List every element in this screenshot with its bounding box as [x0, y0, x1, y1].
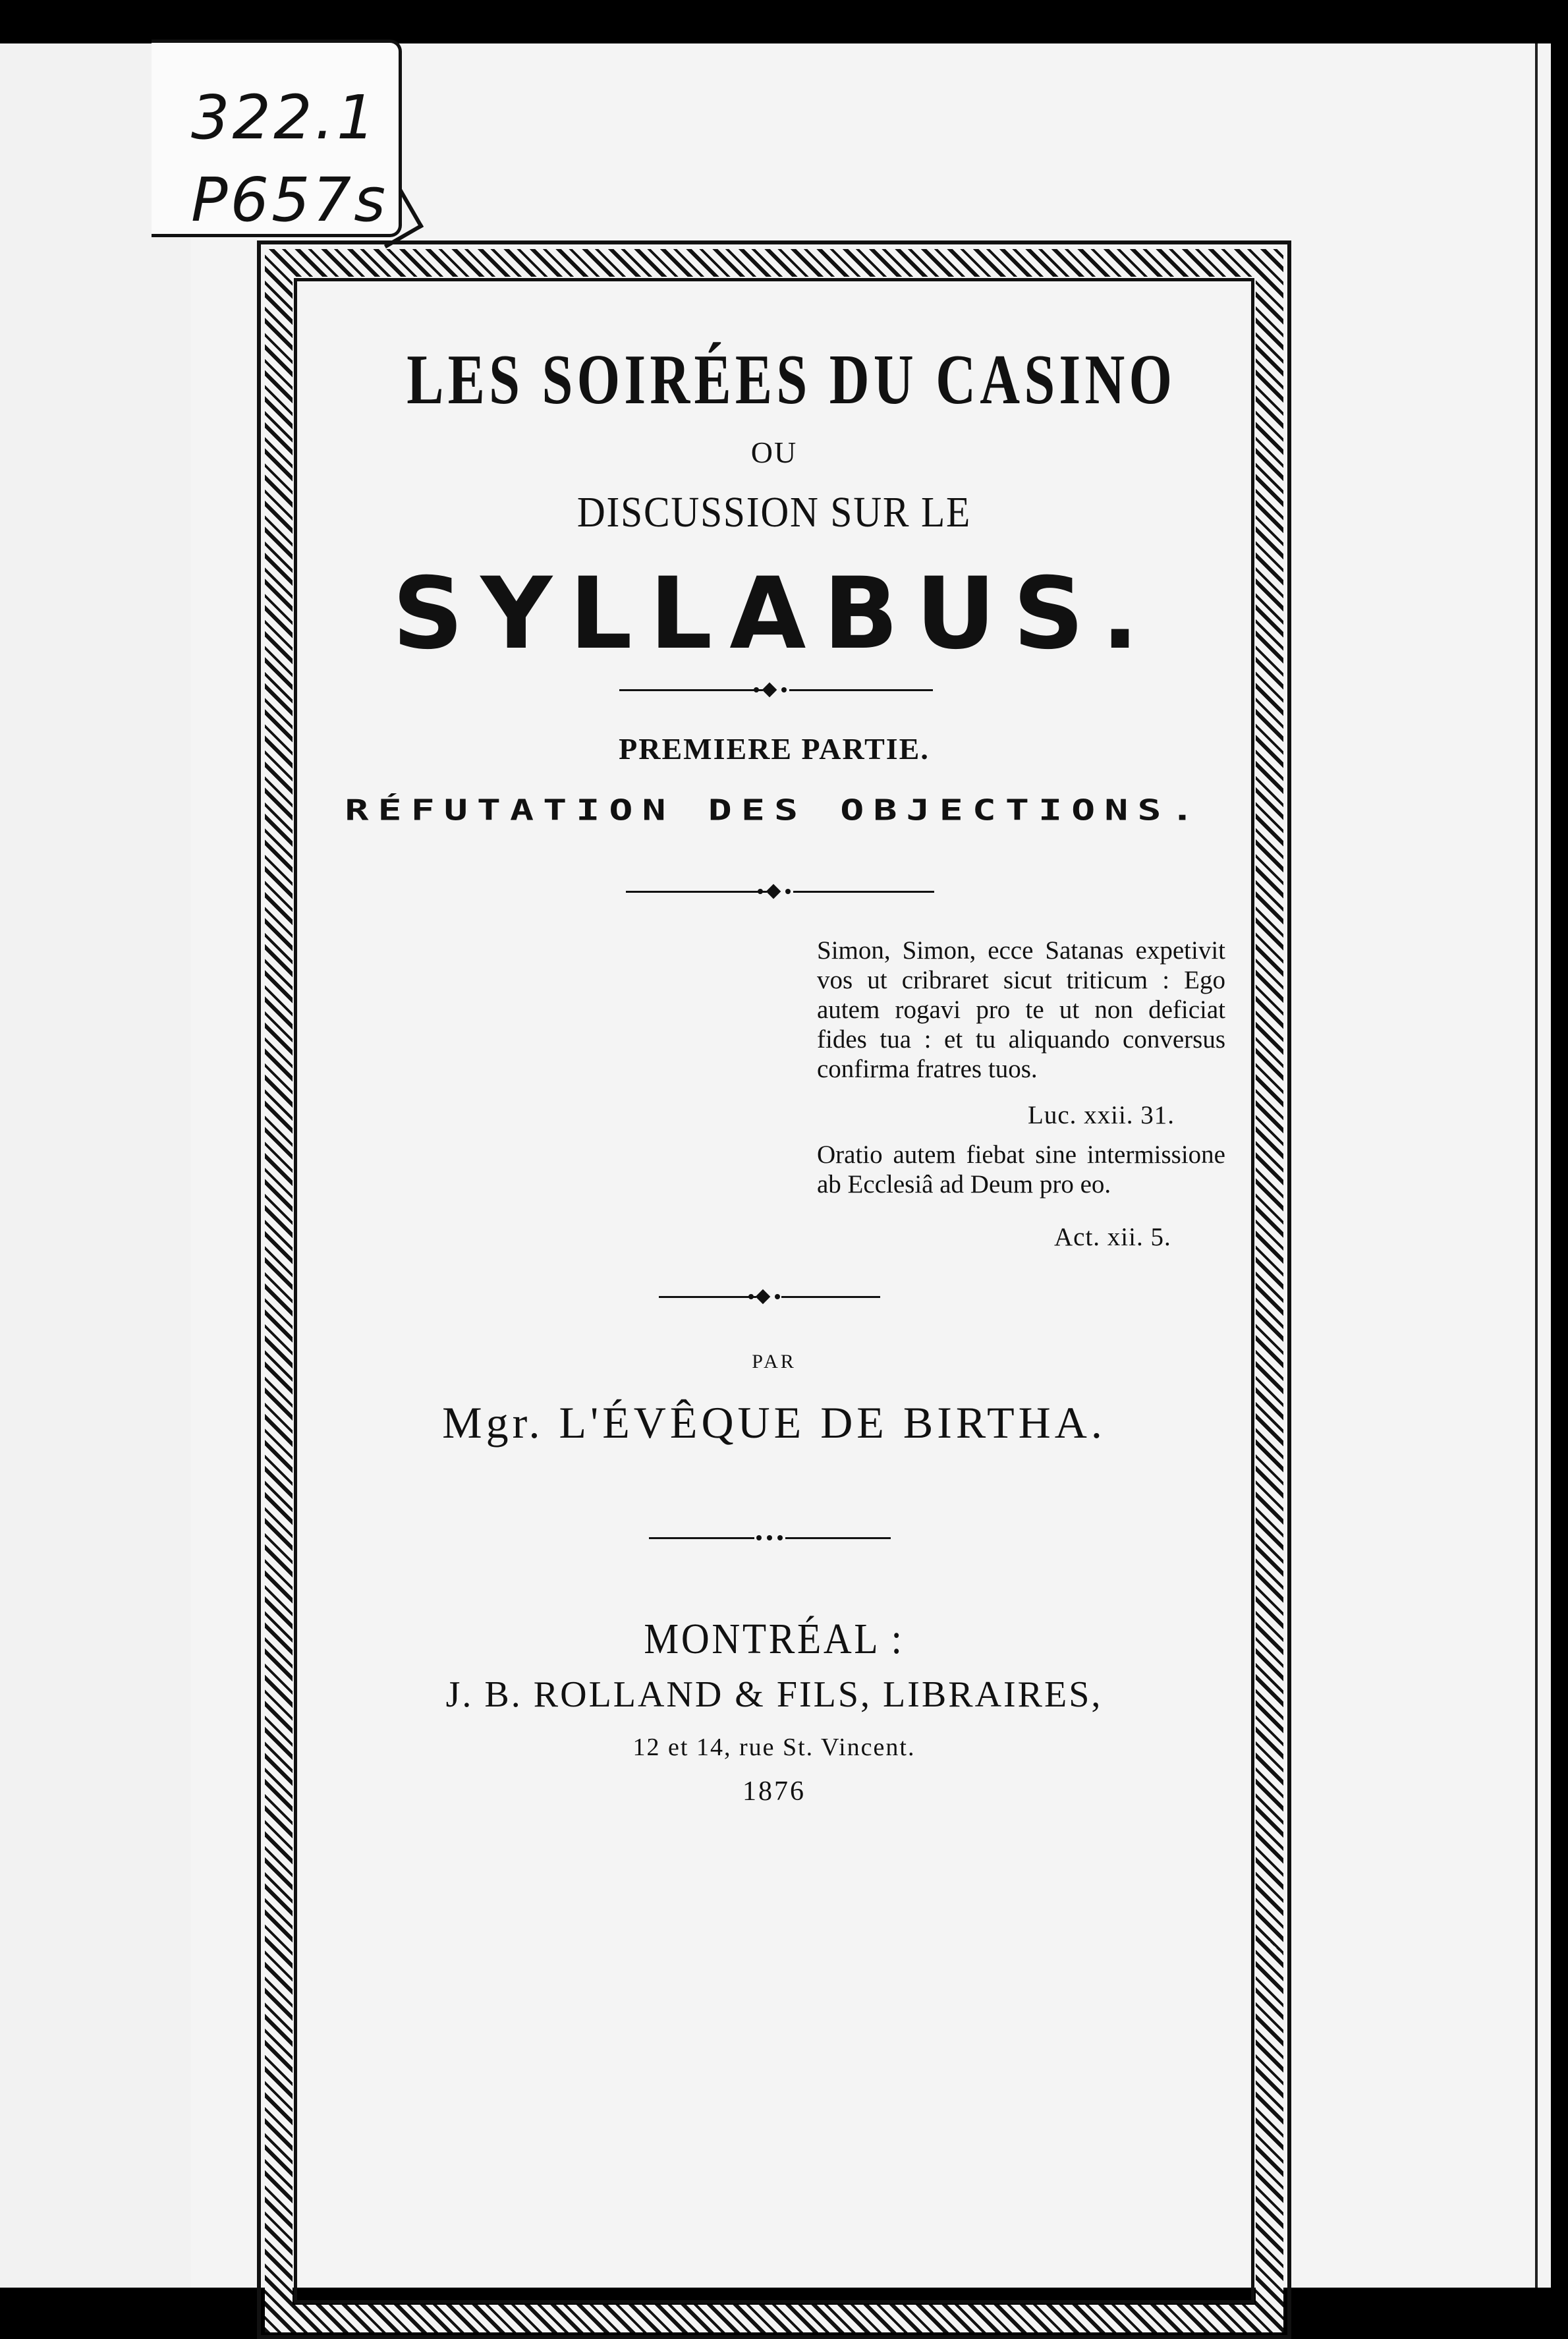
epigraph-acts-reference: Act. xii. 5.	[1054, 1223, 1171, 1251]
part-heading: RÉFUTATION DES OBJECTIONS.	[345, 793, 1204, 828]
author-name: Mgr. L'ÉVÊQUE DE BIRTHA.	[442, 1397, 1106, 1448]
epigraph-acts: Oratio autem fiebat sine intermissione ab Ecclesiâ ad Deum pro eo.	[817, 1141, 1225, 1198]
book-title: LES SOIRÉES DU CASINO	[406, 341, 1177, 419]
title-connector: OU	[750, 436, 798, 469]
part-label: PREMIERE PARTIE.	[619, 732, 930, 766]
book-subtitle: DISCUSSION SUR LE	[576, 488, 972, 536]
epigraph-luke-reference: Luc. xxii. 31.	[1028, 1101, 1175, 1129]
call-number-line-1: 322.1	[191, 82, 378, 153]
imprint-city: MONTRÉAL :	[644, 1615, 905, 1663]
byline-par: PAR	[752, 1351, 797, 1372]
epigraph-luke: Simon, Simon, ecce Satanas expetivit vos ut cribraret sicut triticum : Ego autem rogavi pro te ut non deficiat fides tua : et tu aliquando conversus confirma fratres tuos.	[817, 936, 1225, 1083]
page-left-margin	[0, 43, 191, 2288]
title-page-content	[303, 283, 1245, 2299]
book-title-emphasis: SYLLABUS.	[392, 557, 1156, 671]
call-number-label	[152, 40, 402, 237]
call-number-line-2: P657s	[191, 165, 389, 235]
page-edge	[1535, 43, 1538, 2288]
imprint-year: 1876	[742, 1776, 806, 1807]
imprint-publisher: J. B. ROLLAND & FILS, LIBRAIRES,	[445, 1674, 1103, 1715]
imprint-address: 12 et 14, rue St. Vincent.	[632, 1733, 916, 1761]
